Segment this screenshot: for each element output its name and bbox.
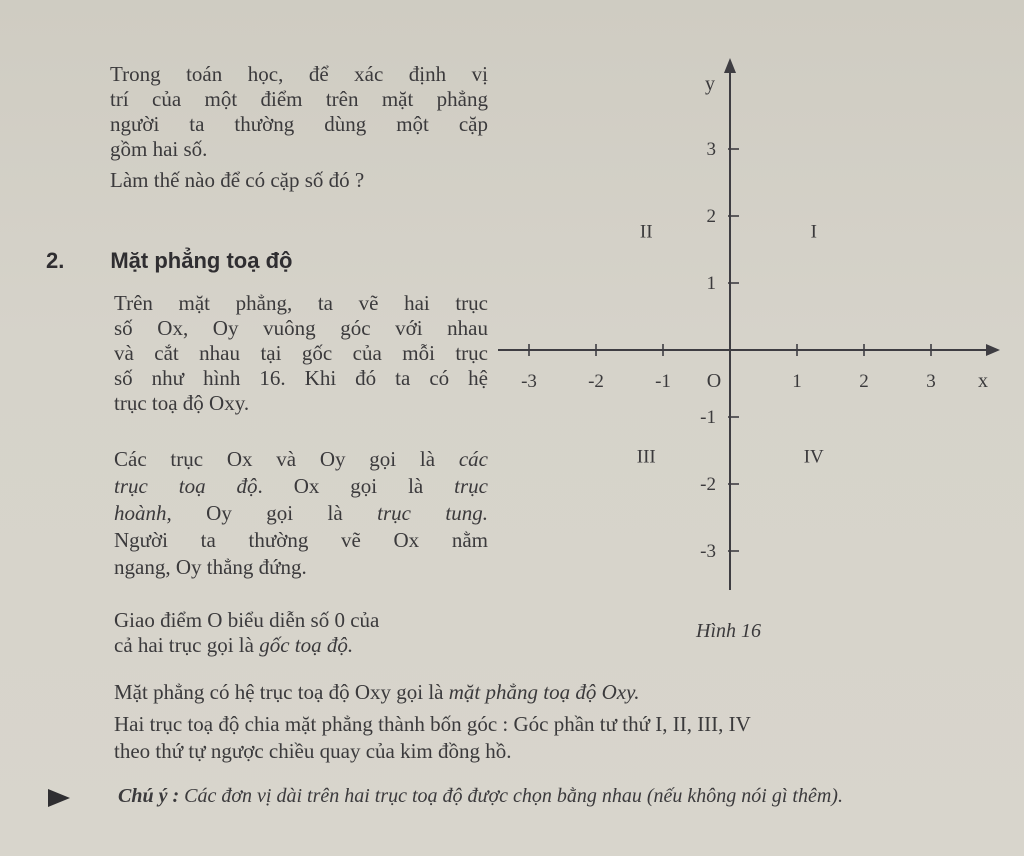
section-title: Mặt phẳng toạ độ (110, 248, 293, 273)
y-tick-label: 3 (706, 139, 716, 160)
text-run: cả hai trục gọi là (114, 633, 260, 657)
paragraph-line: số Ox, Oy vuông góc với nhau (114, 316, 488, 340)
quadrant-label: II (639, 221, 653, 243)
quadrant-label: IV (803, 446, 824, 468)
y-axis-arrow-icon (724, 58, 736, 73)
x-tick-label: -1 (655, 371, 671, 392)
paragraph-line: trục toạ độ Oxy. (114, 391, 250, 415)
y-tick-label: -1 (700, 407, 716, 428)
text-run: trục (454, 474, 488, 498)
paragraph-line (114, 680, 994, 705)
text-run: , Oy gọi là (166, 501, 378, 525)
coordinate-plane-paragraph (114, 680, 994, 705)
x-tick-label: 2 (859, 371, 869, 392)
paragraph-line: theo thứ tự ngược chiều quay của kim đồng hồ. (114, 739, 512, 763)
intro-question: Làm thế nào để có cặp số đó ? (110, 168, 365, 192)
paragraph-line: Hai trục toạ độ chia mặt phẳng thành bốn góc : Góc phần tư thứ I, II, III, IV (114, 712, 751, 736)
paragraph-line: ngang, Oy thẳng đứng. (114, 555, 307, 579)
quadrant-paragraph (114, 711, 994, 765)
text-run: hoành (114, 501, 167, 525)
note-paragraph (118, 782, 998, 810)
figure-caption: Hình 16 (696, 620, 761, 642)
section-number: 2. (46, 248, 65, 273)
quadrant-label: I (810, 221, 817, 243)
x-tick-label: -2 (588, 371, 604, 392)
text-run: gốc toạ độ. (259, 633, 354, 657)
quadrant-label: III (636, 446, 656, 468)
paragraph-line: Giao điểm O biểu diễn số 0 của (114, 608, 380, 632)
text-run: trục toạ độ (114, 474, 258, 498)
text-run: . Ox gọi là (257, 474, 455, 498)
text-run: Các trục Ox và Oy gọi là (114, 447, 459, 471)
y-tick-label: 2 (706, 206, 716, 227)
text-run: trục tung. (377, 501, 489, 525)
x-tick-label: -3 (521, 371, 537, 392)
paragraph-line: và cắt nhau tại gốc của mỗi trục (114, 341, 488, 365)
y-axis-label: y (705, 73, 715, 95)
axes-group (498, 58, 1000, 590)
intro-line: gồm hai số. (110, 137, 208, 161)
intro-line: người ta thường dùng một cặp (110, 112, 488, 136)
x-axis-arrow-icon (986, 344, 1000, 356)
intro-line: Trong toán học, để xác định vị (110, 62, 488, 86)
y-tick-label: -2 (700, 474, 716, 495)
text-run: các (458, 447, 488, 471)
y-tick-label: -3 (700, 541, 716, 562)
x-axis-label: x (978, 370, 988, 392)
paragraph-line: số như hình 16. Khi đó ta có hệ (114, 366, 488, 390)
paragraph-line: Người ta thường vẽ Ox nằm (114, 528, 488, 552)
paragraph-line: Trên mặt phẳng, ta vẽ hai trục (114, 291, 488, 315)
text-run: mặt phẳng toạ độ Oxy. (448, 680, 640, 704)
origin-label: O (706, 370, 722, 392)
x-tick-label: 3 (926, 371, 936, 392)
text-run: Mặt phẳng có hệ trục toạ độ Oxy gọi là (114, 680, 449, 704)
intro-line: trí của một điểm trên mặt phẳng (110, 87, 488, 111)
y-tick-label: 1 (706, 273, 716, 294)
note-text: Các đơn vị dài trên hai trục toạ độ được chọn bằng nhau (nếu không nói gì thêm). (179, 785, 843, 807)
x-tick-label: 1 (792, 371, 802, 392)
note-label: Chú ý : (118, 785, 180, 807)
note-triangle-icon (48, 789, 70, 807)
